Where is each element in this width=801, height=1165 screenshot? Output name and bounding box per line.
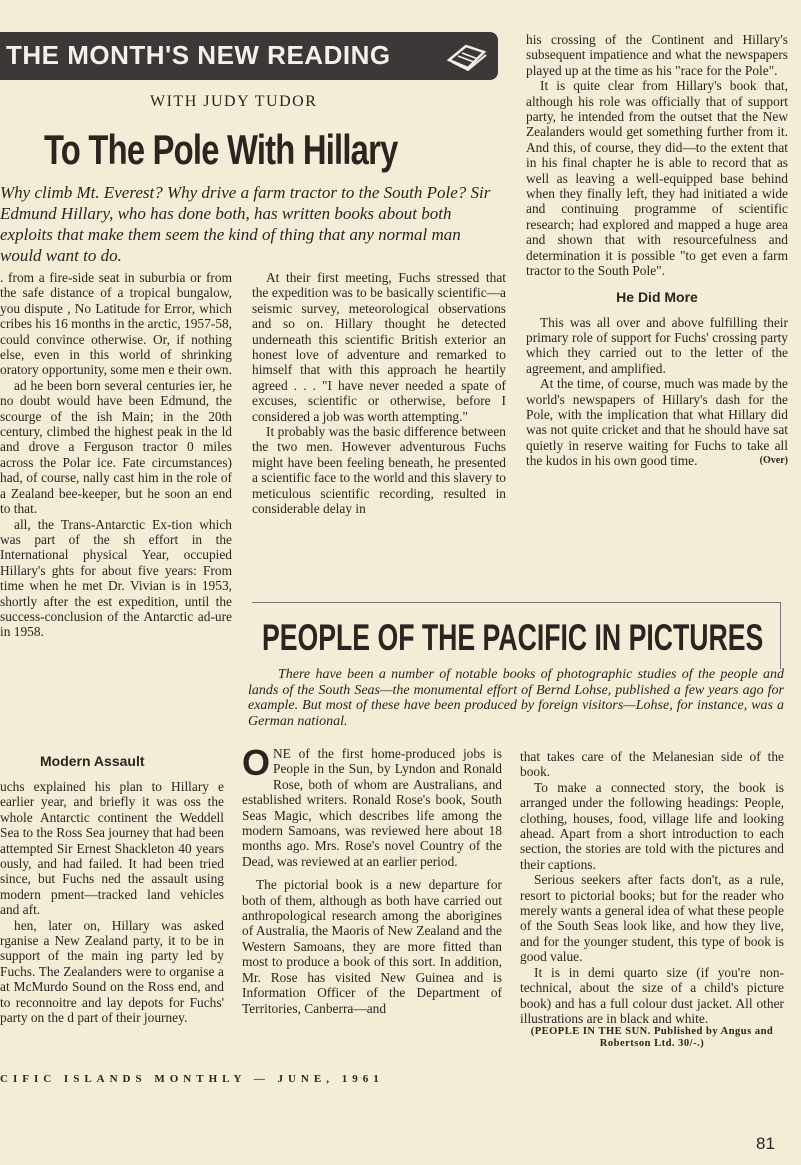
people-headline: PEOPLE OF THE PACIFIC IN PICTURES: [262, 617, 764, 658]
paragraph: all, the Trans-Antarctic Ex-tion which was part of the sh effort in the International physical Year, occupied Hillary's ghts for about five years: From time when he met Dr. Vivian is in 1953, shortly after the est expedition, until the success-conclusion of the Antarctic ad-ure in 1958.: [0, 516, 232, 640]
page-number: 81: [756, 1134, 775, 1153]
paragraph-text: NE of the first home-produced jobs is People in the Sun, by Lyndon and Ronald Rose, both of whom are Australians, and established writers. Ronald Rose's book, South Seas Magic, which describes life among the modern Samoans, was reviewed here about 18 months ago. Mrs. Rose's novel Country of the Dead, was reviewed at an earlier period.: [242, 746, 502, 869]
paragraph: his crossing of the Continent and Hillary's subsequent impatience and what the newspapers played up at the time as his "race for the Pole".: [526, 32, 788, 78]
paragraph: that takes care of the Melanesian side of the book.: [520, 749, 784, 780]
book-icon: [446, 38, 488, 74]
book-credit: (PEOPLE IN THE SUN. Published by Angus and Robertson Ltd. 30/-.): [530, 1026, 774, 1050]
column-left: [0, 270, 232, 640]
drop-cap: O: [242, 742, 271, 783]
paragraph: It probably was the basic difference between the two men. However adventurous Fuchs might have been feeling beneath, he presented a scientific face to the world and this slavery to meticulous scientific recording, resulted in considerable delay in: [252, 424, 506, 517]
paragraph: . from a fire-side seat in suburbia or from the safe distance of a tropical bungalow, you dispute , No Latitude for Error, which cribes his 16 months in the arctic, 1957-58, could convince otherwise. Or, if nothing else, even in this world of shrinking oratory opportunity, some men e their own.: [0, 270, 232, 378]
people-column-2: [520, 749, 784, 1050]
paragraph: At their first meeting, Fuchs stressed that the expedition was to be basically scientific—a seismic survey, meteorological observations and so on. Hillary thought he detected underneath this scientific British exterior an honest love of adventure and remarked to himself that with this approach he heartily agreed . . . "I have never needed a spate of excuses, scientific or otherwise, before I considered a job was worth attempting.": [252, 270, 506, 424]
article-headline: To The Pole With Hillary: [44, 126, 398, 173]
paragraph: [242, 742, 502, 869]
byline: WITH JUDY TUDOR: [150, 93, 318, 110]
paragraph: It is in demi quarto size (if you're non-technical, about the size of a child's picture book) and has a full colour dust jacket. All other illustrations are in black and white.: [520, 964, 784, 1026]
continued-marker: (Over): [759, 454, 788, 466]
intro-text: Why climb Mt. Everest? Why drive a farm tractor to the South Pole? Sir Edmund Hillary, who has done both, has written books about both exploits that make them seem the kind of thing that any normal man would want to do.: [0, 183, 491, 265]
column-middle: [252, 270, 506, 517]
section-banner: [0, 32, 498, 80]
paragraph: Serious seekers after facts don't, as a rule, resort to pictorial books; but for the reader who merely wants a general idea of what these people of the South Seas look like, and how they live, and for the younger student, this type of book is good value.: [520, 872, 784, 965]
people-title-box: [252, 602, 781, 669]
banner-title: THE MONTH'S NEW READING: [6, 40, 391, 70]
footer-masthead: CIFIC ISLANDS MONTHLY — JUNE, 1961: [0, 1073, 384, 1085]
paragraph: uchs explained his plan to Hillary e earlier year, and briefly it was oss the whole Antarctic continent the Weddell Sea to the Ross Sea journey that had been attempted Sir Ernest Shackleton 40 years ously, and had failed. It had been tried since, but Fuchs ned the assault using modern pment—tracked land vehicles and aft.: [0, 779, 224, 918]
paragraph: hen, later on, Hillary was asked rganise a New Zealand party, it to be in support of the main ing party led by Fuchs. The Zealanders were to organise a at McMurdo Sound on the Ross end, and to reconnoitre and lay depots for Fuchs' party on the d part of their journey.: [0, 917, 224, 1026]
people-column-1: [242, 742, 502, 1016]
paragraph: It is quite clear from Hillary's book that, although his role was officially that of support party, he intended from the outset that the New Zealanders would get something further from it. And this, of course, they did—to the extent that in his final chapter he is able to record that as well as leaving a well-equipped base behind when they finally left, they had initiated a wide and continuing programme of scientific research; had explored and mapped a huge area and shown that with resourcefulness and determination it is possible "to get even a farm tractor to the South Pole".: [526, 78, 788, 279]
people-intro: [248, 667, 784, 729]
paragraph: ad he been born several centuries ier, he no doubt would have been Edmund, the scourge of the ish Main; in the 20th century, climbed the highest peak in the ld and drove a Ferguson tractor 0 miles across the Polar ice. Fate circumstances) had, of course, nally cast him in the role of a Zealand bee-keeper, but he soon an end to that.: [0, 377, 232, 517]
subhead-modern-assault: Modern Assault: [40, 753, 145, 769]
people-intro-text: There have been a number of notable books of photographic studies of the people and lands of the South Seas—the monumental effort of Bernd Lohse, published a few years ago for example. But most of these have been produced by foreign visitors—Lohse, for instance, was a German national.: [248, 667, 784, 729]
column-right: [526, 32, 788, 469]
paragraph: This was all over and above fulfilling their primary role of support for Fuchs' crossing party which they carried out to the letter of the agreement, and amplified.: [526, 314, 788, 376]
paragraph: The pictorial book is a new departure for both of them, although as both have carried out anthropological research among the aborigines of Australia, the Maoris of New Zealand and the Western Samoans, they are more fitted than most to produce a book of this sort. In addition, Mr. Rose has visited New Guinea and is Information Officer of the Department of Territories, Canberra—and: [242, 877, 502, 1016]
paragraph: To make a connected story, the book is arranged under the following headings: People, clothing, houses, food, village life and looking ahead. Apart from a short introduction to each section, the stories are told with the pictures and their captions.: [520, 779, 784, 872]
column-left-lower: [0, 753, 224, 1026]
paragraph: At the time, of course, much was made by the world's newspapers of Hillary's dash for the Pole, with the implication that what Hillary did was not quite cricket and that he should have sat quietly in reserve waiting for Fuchs to take all the kudos in his own good time.: [526, 376, 788, 469]
article-intro: [0, 182, 498, 266]
subhead-he-did-more: He Did More: [616, 288, 698, 305]
